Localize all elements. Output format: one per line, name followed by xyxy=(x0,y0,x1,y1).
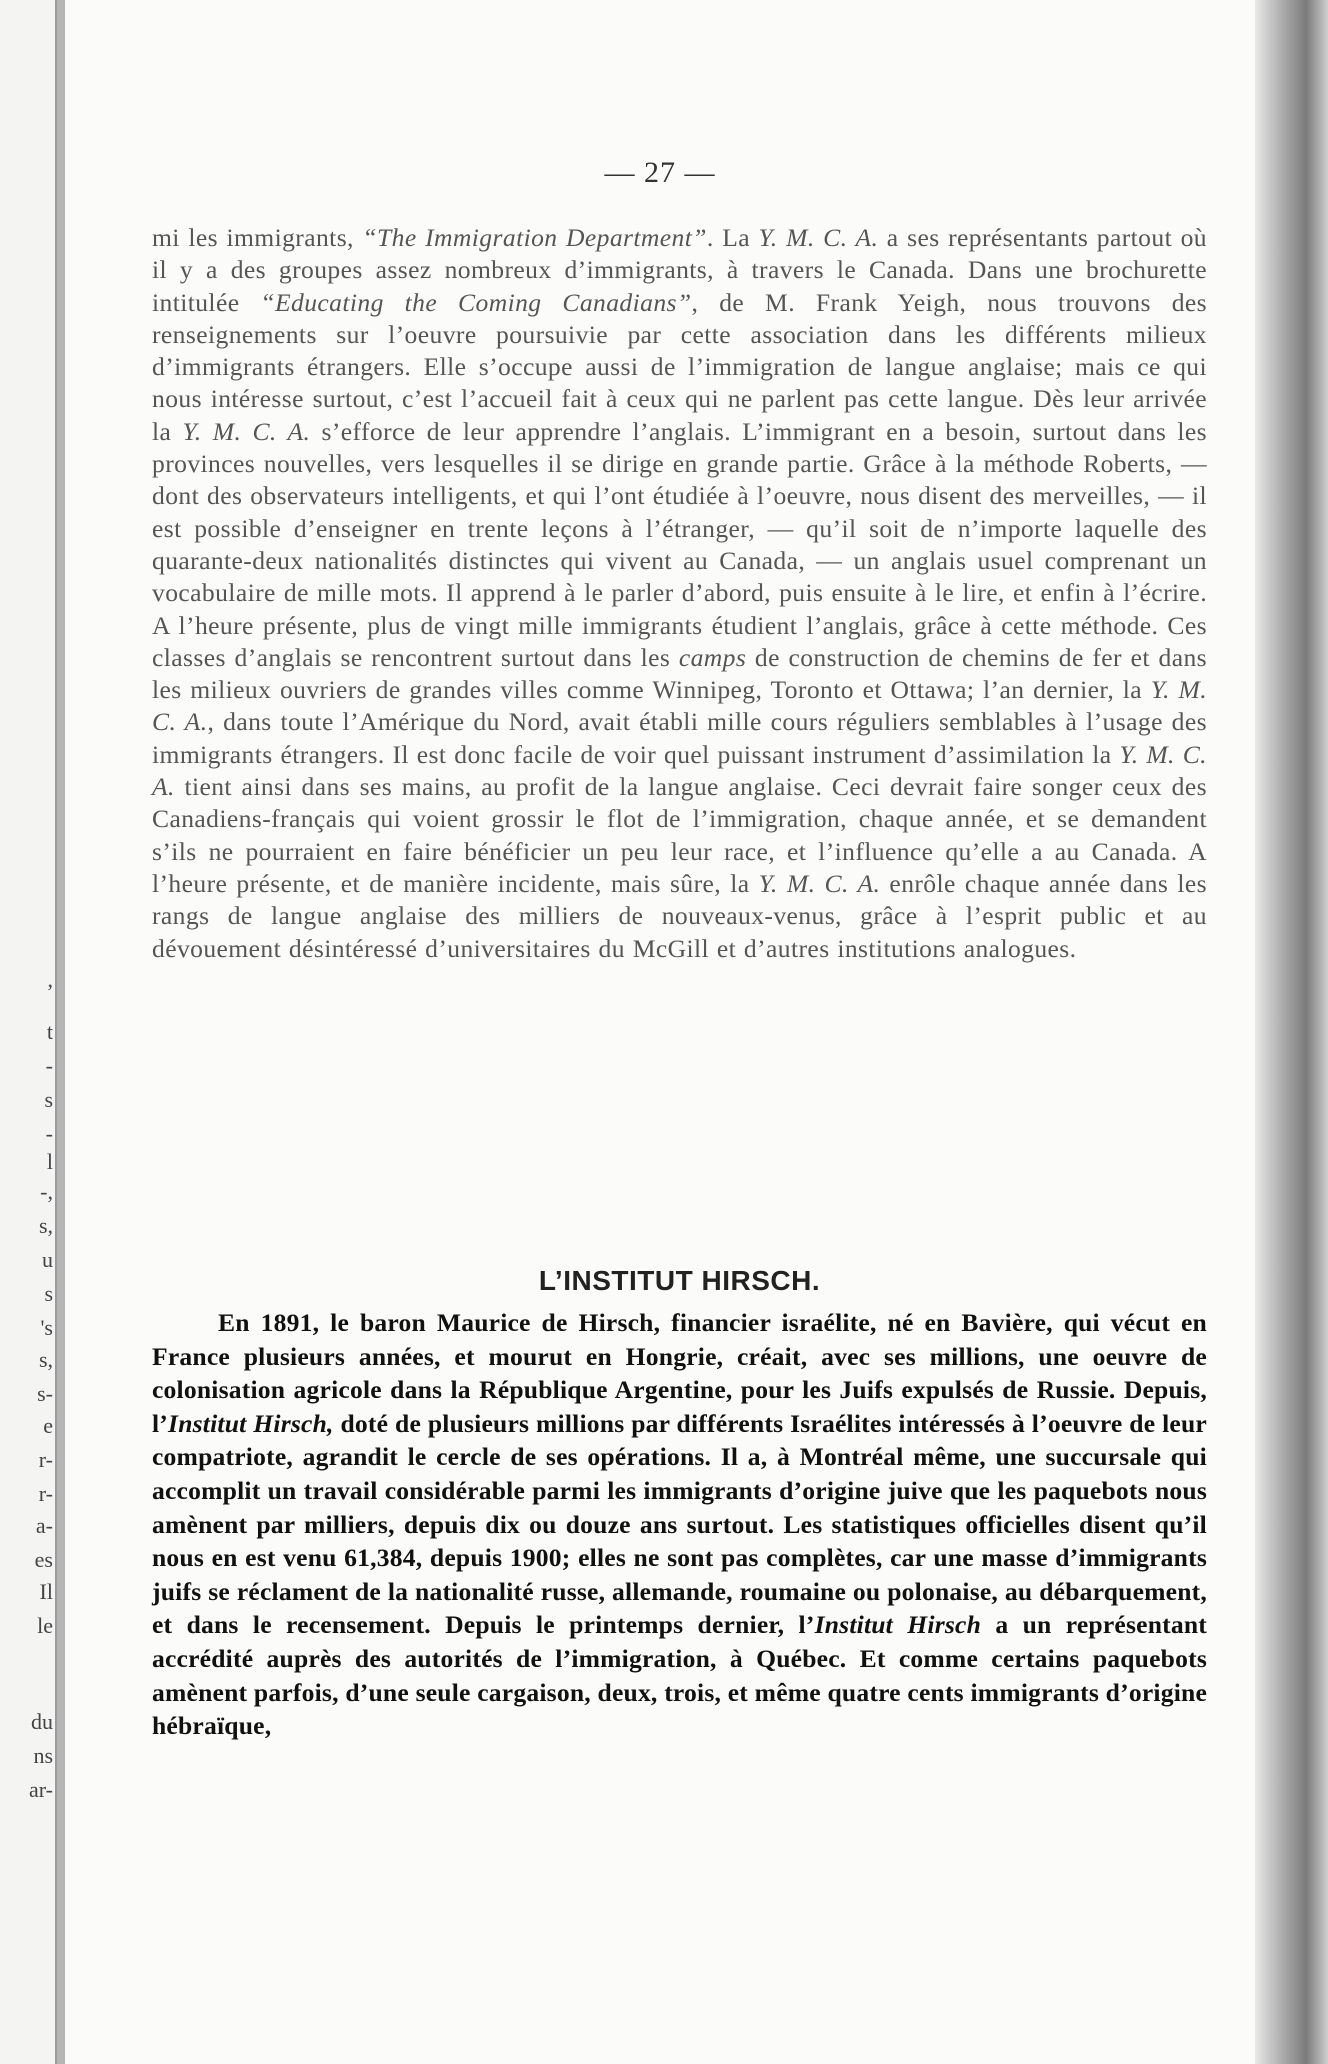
paragraph xyxy=(152,1306,1207,1743)
book-page xyxy=(65,0,1255,2064)
text-run: mi les immigrants, xyxy=(152,223,363,252)
book-gutter xyxy=(57,0,65,2064)
margin-fragment: a- xyxy=(35,1513,53,1538)
text-run: . La xyxy=(706,223,759,252)
margin-fragment: - xyxy=(45,1053,53,1078)
italic-run: Y. M. C. A. xyxy=(758,868,881,898)
section-paragraph xyxy=(152,1306,1207,1743)
margin-fragment: es xyxy=(34,1547,53,1572)
text-run: s’efforce de leur apprendre l’anglais. L’immigrant en a besoin, surtout dans les provinces nouvelles, vers lesquelles il se dirige en grande partie. Grâce à la méthode Roberts, — dont des observateurs intelligents, et qui l’ont étudiée à l’oeuvre, nous disent des merveilles, — il est possible d’enseigner en trente leçons à l’étranger, — qu’il soit de n’importe laquelle des quarante-deux nationalités distinctes qui vivent au Canada, — un anglais usuel comprenant un vocabulaire de mille mots. Il apprend à le parler d’abord, puis ensuite à le lire, et enfin à l’écrire. A l’heure présente, plus de vingt mille immigrants étudient l’anglais, grâce à cette méthode. Ces classes d’anglais se rencontrent surtout dans les xyxy=(152,416,1207,672)
text-run: a un représentant accrédité auprès des autorités de l’immigration, à Québec. Et comme certains paquebots amènent parfois, d’une seule cargaison, deux, trois, et même quatre cents immigrants d’origine hébraïque, xyxy=(152,1610,1208,1741)
margin-fragment: s xyxy=(44,1087,53,1112)
margin-fragment: r- xyxy=(38,1447,53,1472)
adjacent-page-edge xyxy=(0,0,57,2064)
text-run: tient ainsi dans ses mains, au profit de la langue anglaise. Ceci devrait faire songer ceux des Canadiens-français qui voient grossir le flot de l’immigration, chaque année, et se demandent s’ils ne pourraient en faire bénéficier un peu leur race, et l’influence qu’elle a au Canada. A l’heure présente, et de manière incidente, mais sûre, la xyxy=(152,772,1207,898)
margin-fragment: ar- xyxy=(29,1777,53,1802)
italic-run: camps xyxy=(678,642,747,672)
margin-fragment: , xyxy=(47,967,53,992)
page-number: — 27 — xyxy=(604,156,716,189)
margin-fragment: l xyxy=(46,1149,53,1174)
margin-fragment: e xyxy=(43,1413,53,1438)
text-run: En 1891, le baron Maurice de Hirsch, financier israélite, né en Bavière, qui vécut en France plusieurs années, et mourut en Hongrie, créait, avec ses millions, une oeuvre de colonisation agricole dans la République Argentine, pour les Juifs expulsés de Russie. Depuis, l’ xyxy=(152,1308,1207,1438)
margin-fragment: le xyxy=(37,1613,53,1638)
margin-fragment: u xyxy=(42,1247,53,1272)
text-run: a ses représentants partout où il y a des groupes assez nombreux d’immigrants, à travers le Canada. Dans une brochurette intitulée xyxy=(152,223,1207,317)
margin-fragment: s, xyxy=(38,1347,53,1372)
margin-fragment: s xyxy=(44,1281,53,1306)
text-run: enrôle chaque année dans les rangs de langue anglaise des milliers de nouveaux-venus, grâce à l’esprit public et au dévouement désintéressé d’universitaires du McGill et d’autres institutions analogues. xyxy=(152,868,1208,963)
italic-run: Y. M. C. A. xyxy=(152,675,1207,737)
italic-run: Y. M. C. A. xyxy=(758,223,879,252)
margin-fragment: r- xyxy=(38,1481,53,1506)
italic-run: Institut Hirsch, xyxy=(168,1408,334,1438)
italic-run: Institut Hirsch xyxy=(814,1610,982,1640)
text-run: de construction de chemins de fer et dans les milieux ouvriers de grandes villes comme Winnipeg, Toronto et Ottawa; l’an dernier, la xyxy=(152,642,1208,705)
section-heading: L’INSTITUT HIRSCH. xyxy=(538,1265,821,1296)
margin-fragment: ns xyxy=(33,1743,53,1768)
text-run: , de M. Frank Yeigh, nous trouvons des renseignements sur l’oeuvre poursuivie par cette association dans les différents milieux d’immigrants étrangers. Elle s’occupe aussi de l’immigration de langue anglaise; mais ce qui nous intéresse surtout, c’est l’accueil fait à ceux qui ne parlent pas cette langue. Dès leur arrivée la xyxy=(152,287,1208,446)
italic-run: Y. M. C. A. xyxy=(182,416,311,446)
margin-fragment: -, xyxy=(40,1179,53,1204)
book-edge xyxy=(1255,0,1328,2064)
body-paragraph xyxy=(152,222,1207,965)
margin-fragment: Il xyxy=(39,1579,53,1604)
margin-fragment: t xyxy=(46,1019,53,1044)
text-run: doté de plusieurs millions par différents Israélites intéressés à l’oeuvre de leur compatriote, agrandit le cercle de ses opérations. Il a, à Montréal même, une succursale qui accomplit un travail considérable parmi les immigrants d’origine juive que les paquebots nous amènent par milliers, depuis dix ou douze ans surtout. Les statistiques officielles disent qu’il nous en est venu 61,384, depuis 1900; elles ne sont pas complètes, car une masse d’immigrants juifs se réclament de la nationalité russe, allemande, roumaine ou polonaise, au débarquement, et dans le recensement. Depuis le printemps dernier, l’ xyxy=(152,1408,1207,1640)
margin-fragment: 's xyxy=(40,1315,53,1340)
margin-fragment: - xyxy=(45,1121,53,1146)
italic-run: “Educating the Coming Canadians” xyxy=(260,287,692,317)
margin-fragment: s, xyxy=(38,1213,53,1238)
margin-fragment: s- xyxy=(37,1381,53,1406)
italic-run: “The Immigration Department” xyxy=(362,223,707,252)
italic-run: Y. M. C. A. xyxy=(152,739,1207,802)
text-run: , dans toute l’Amérique du Nord, avait établi mille cours réguliers semblables à l’usage des immigrants étrangers. Il est donc facile de voir quel puissant instrument d’assimilation la xyxy=(152,707,1207,769)
paragraph xyxy=(152,222,1207,965)
margin-fragment: du xyxy=(31,1709,53,1734)
